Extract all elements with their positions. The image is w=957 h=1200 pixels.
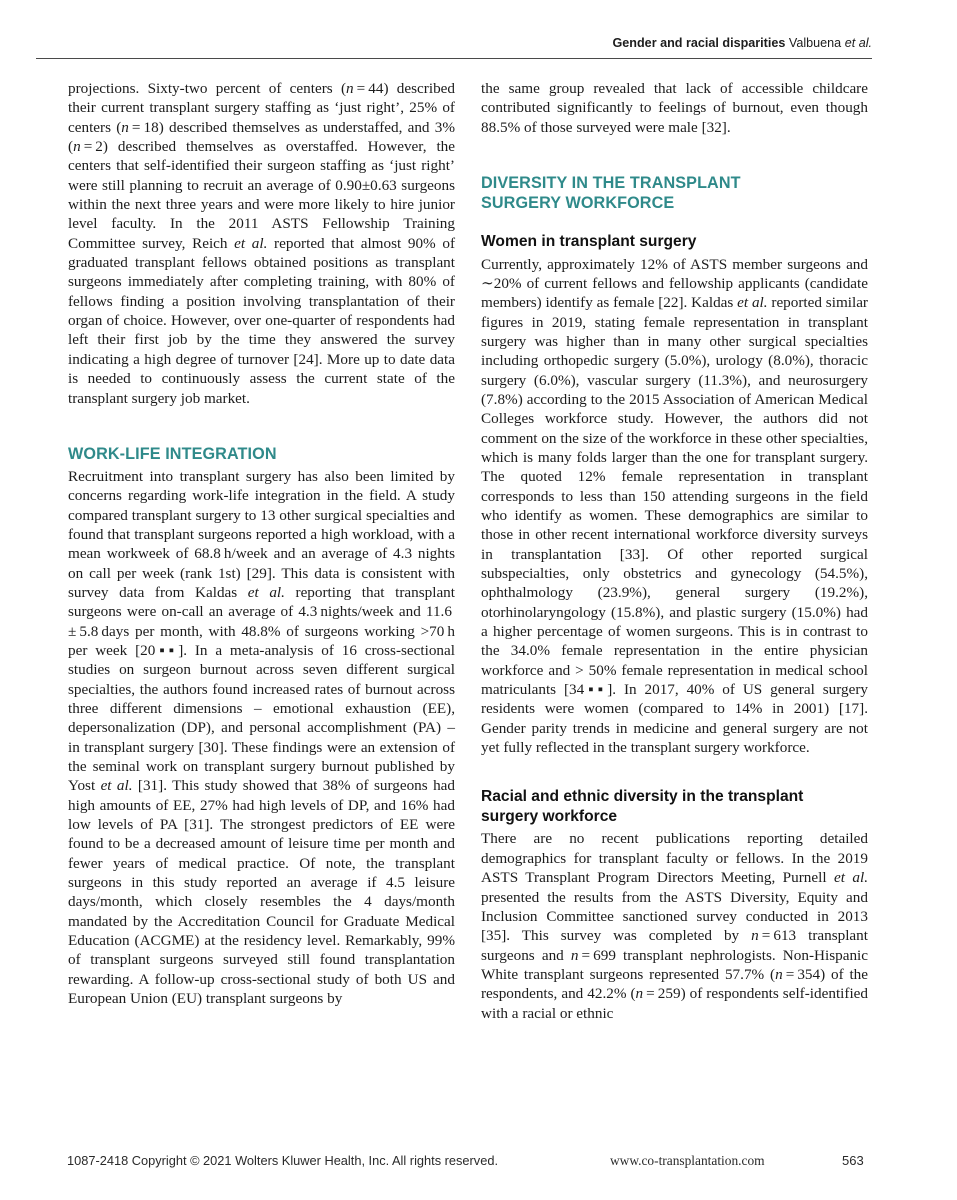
subheading-racial-ethnic: Racial and ethnic diversity in the transplant surgery workforce [481,788,804,825]
running-title: Gender and racial disparities [612,36,786,50]
paragraph-racial-ethnic: There are no recent publications reporting detailed demographics for transplant faculty or fellows. In the 2019 ASTS Transplant Program Directors Meeting, Purnell et al. presented the results from the ASTS Diversity, Equity and Inclusion Committee sanctioned survey conducted in 2013 [35]. This survey was completed by n = 613 transplant surgeons and n = 699 transplant nephrologists. Non-Hispanic White transplant surgeons represented 57.7% (n = 354) of the respondents, and 42.2% (n = 259) of respondents self-identified with a racial or ethnic [481,830,868,1022]
section-heading-diversity: DIVERSITY IN THE TRANSPLANT SURGERY WORKFORCE [481,174,741,213]
footer-url[interactable]: www.co-transplantation.com [610,1153,765,1168]
section-heading-work-life: WORK-LIFE INTEGRATION [68,444,277,463]
left-column [68,79,455,1008]
paragraph-childcare: the same group revealed that lack of accessible childcare contributed significantly to feelings of burnout, even though 88.5% of those surveyed were male [32]. [481,80,868,136]
running-etal: et al. [844,36,872,50]
paragraph-staffing: projections. Sixty-two percent of centers (n = 44) described their current transplant surgery staffing as ‘just right’, 25% of centers (n = 18) described themselves as understaffed, and 3% (n = 2) described themselves as overstaffed. However, the centers that self-identified their surgeon staffing as ‘just right’ were still planning to recruit an average of 0.90±0.63 surgeons within the next three years and were more likely to hire junior level faculty. In the 2011 ASTS Fellowship Training Committee survey, Reich et al. reported that almost 90% of graduated transplant fellows obtained positions as transplant surgeons immediately after completing training, with 80% of fellows finding a position involving transplantation of their organ of choice. However, over one-quarter of respondents had left their first job by the time they answered the survey indicating a high degree of turnover [24]. More up to date data is needed to continuously assess the current state of the transplant surgery job market. [68,80,456,407]
page-number: 563 [842,1153,864,1168]
subheading-women: Women in transplant surgery [481,233,697,251]
paragraph-women: Currently, approximately 12% of ASTS member surgeons and ∼20% of current fellows and fellowship applicants (candidate members) identify as female [22]. Kaldas et al. reported similar figures in 2019, stating female representation in transplant surgery was higher than in many other surgical specialties including orthopedic surgery (5.0%), urology (8.0%), thoracic surgery (6.0%), vascular surgery (11.3%), and neurosurgery (7.8%) according to the 2015 Association of American Medical Colleges workforce study. However, the authors did not comment on the size of the workforce in these other specialties, which is many folds larger than the one for transplant surgery. The quoted 12% female representation in transplant corresponds to less than 150 attending surgeons in the field who identify as women. These demographics are similar to those in other recent international workforce diversity surveys in transplantation [33]. Of other reported surgical subspecialties, only obstetrics and gynecology (54.5%), ophthalmology (23.9%), general surgery (19.2%), otorhinolaryngology (15.8%), and plastic surgery (15.0%) had a higher percentage of women surgeons. This is in contrast to the 34.0% female representation in the entire physician workforce and > 50% female representation in medical school matriculants [34▪▪]. In 2017, 40% of US general surgery residents were women (compared to 14% in 2001) [17]. Gender parity trends in medicine and general surgery are not yet fully reflected in the transplant surgery workforce. [481,255,868,757]
running-header [36,36,872,50]
right-column [481,79,868,1023]
running-authors: Valbuena [788,36,842,50]
header-rule [36,58,872,59]
paragraph-work-life: Recruitment into transplant surgery has also been limited by concerns regarding work-life integration in the field. A study compared transplant surgery to 13 other surgical specialties and found that transplant surgeons reported a high workload, with a mean workweek of 68.8 h/week and an average of 4.3 nights on call per week (rank 1st) [29]. This data is consistent with survey data from Kaldas et al. reporting that transplant surgeons were on-call an average of 4.3 nights/week and 11.6 ± 5.8 days per month, with 48.8% of surgeons working >70 h per week [20▪▪]. In a meta-analysis of 16 cross-sectional studies on surgeon burnout across seven different surgical specialties, the authors found increased rates of burnout across three different dimensions – emotional exhaustion (EE), depersonalization (DP), and personal accomplishment (PA) – in transplant surgery [30]. These findings were an extension of the seminal work on transplant surgery burnout published by Yost et al. [31]. This study showed that 38% of surgeons had high amounts of EE, 27% had high levels of DP, and 16% had low levels of PA [31]. The strongest predictors of EE were found to be a decreased amount of leisure time per month and fewer years of medical practice. Of note, the transplant surgeons in this study reported an average if 4.5 leisure days/month, which closely resembles the 4 days/month mandated by the Accreditation Council for Graduate Medical Education (ACGME) at the residency level. Remarkably, 99% of transplant surgeons surveyed still found transplantation rewarding. A follow-up cross-sectional study of both US and European Union (EU) transplant surgeons by [68,467,455,1008]
footer-copyright: 1087-2418 Copyright © 2021 Wolters Kluwer Health, Inc. All rights reserved. [67,1153,498,1168]
